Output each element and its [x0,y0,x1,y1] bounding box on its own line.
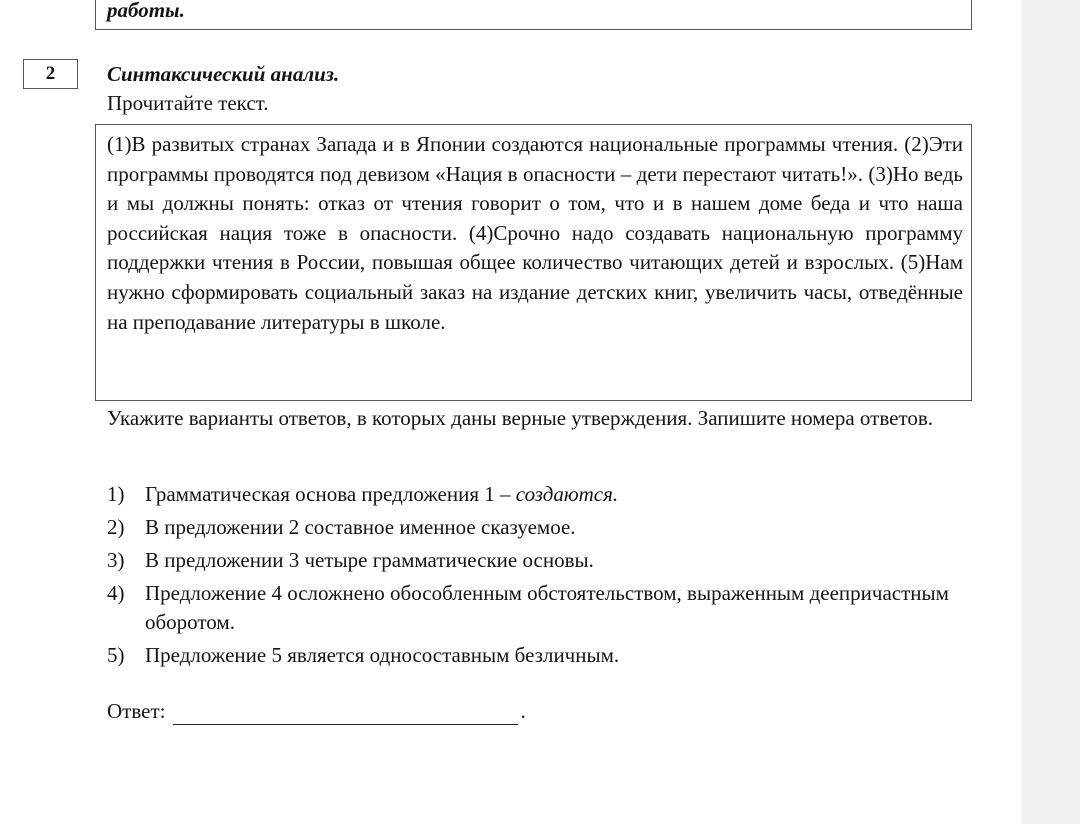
option-text: В предложении 2 составное именное сказуемое. [145,515,576,539]
option-number: 3) [107,548,125,572]
passage-text: (1)В развитых странах Запада и в Японии создаются национальные программы чтения. (2)Эти программы проводятся под девизом «Нация в опасности – дети перестают читать!». (3)Но ведь и мы должны понять: отказ от чтения говорит о том, что и в нашем доме беда и что наша российская нация тоже в опасности. (4)Срочно надо создавать национальную программу поддержки чтения в России, повышая общее количество читающих детей и взрослых. (5)Нам нужно сформировать социальный заказ на издание детских книг, увеличить часы, отведённые на преподавание литературы в школе. [107,132,963,334]
answer-option-5 [107,641,967,670]
question-text: Укажите варианты ответов, в которых даны верные утверждения. Запишите номера ответов. [107,406,934,430]
answer-options-list [107,480,967,674]
answer-blank-line[interactable] [173,702,518,725]
previous-task-box [95,0,972,30]
task-number-box: 2 [23,59,78,89]
option-text: В предложении 3 четыре грамматические основы. [145,548,594,572]
option-number: 2) [107,515,125,539]
answer-row [107,697,526,725]
answer-option-2 [107,513,967,542]
answer-option-1 [107,480,967,509]
page-side-margin [1021,0,1080,824]
previous-task-tail: работы. [107,0,185,22]
option-text: Предложение 5 является односоставным безличным. [145,643,620,667]
option-number: 5) [107,643,125,667]
option-text-italic: создаются. [515,482,619,506]
answer-option-4 [107,579,967,637]
option-text: Предложение 4 осложнено обособленным обстоятельством, выраженным деепричастным оборотом. [145,581,949,634]
answer-end-dot: . [520,699,526,723]
task-heading: Синтаксический анализ. [107,62,340,86]
answer-option-3 [107,546,967,575]
option-text [145,480,967,509]
option-number: 4) [107,581,125,605]
answer-label: Ответ: [107,699,166,723]
option-number: 1) [107,482,125,506]
option-text-main: Грамматическая основа предложения 1 – [145,482,516,506]
task-instruction: Прочитайте текст. [107,91,269,115]
